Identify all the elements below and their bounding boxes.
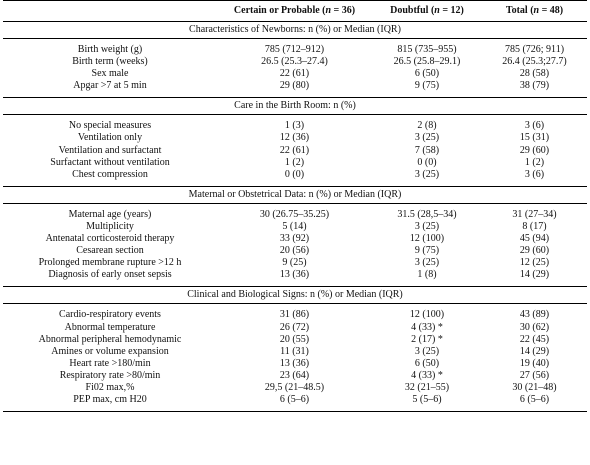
row-label: Maternal age (years) [68,208,152,220]
table-row [3,245,587,257]
row-label: Cardio-respiratory events [59,309,161,321]
cell-doubtful: 5 (5–6) [412,394,442,406]
table-row [3,209,587,221]
cell-total: 15 (31) [519,132,550,144]
section-header-row [3,22,587,39]
table-row [3,44,587,56]
spacer-row [3,406,587,412]
cell-total: 6 (5–6) [519,394,550,406]
table-row [3,322,587,334]
row-label: Prolonged membrane rupture >12 h [38,257,182,269]
cell-total: 29 (60) [519,144,550,156]
cell-doubtful: 2 (8) [417,120,437,132]
cell-total: 12 (25) [519,257,550,269]
header-certain-probable: Certain or Probable (n = 36) [217,1,372,22]
cell-doubtful: 3 (25) [414,257,440,269]
table-row [3,68,587,80]
section-header-row [3,287,587,304]
data-table [3,0,587,412]
cell-doubtful: 3 (25) [414,132,440,144]
cell-doubtful: 32 (21–55) [404,381,450,393]
cell-certain-probable: 30 (26.75–35.25) [259,208,330,220]
table-row [3,346,587,358]
row-label: Heart rate >180/min [69,357,151,369]
cell-total: 38 (79) [519,80,550,92]
cell-doubtful: 9 (75) [414,245,440,257]
header-total: Total (n = 48) [482,1,587,22]
section-body [3,186,587,287]
row-label: Birth term (weeks) [72,56,148,68]
section-title: Characteristics of Newborns: n (%) or Median (IQR) [3,22,587,39]
cell-certain-probable: 22 (61) [279,144,310,156]
row-label: Antenatal corticosteroid therapy [45,233,175,245]
cell-total: 31 (27–34) [512,208,557,220]
cell-total: 19 (40) [519,357,550,369]
cell-doubtful: 1 (8) [417,269,437,281]
cell-doubtful: 3 (25) [414,220,440,232]
cell-total: 30 (62) [519,321,550,333]
row-label: Cesarean section [76,245,144,257]
cell-doubtful: 3 (25) [414,168,440,180]
section-body [3,287,587,412]
row-label: PEP max, cm H20 [73,394,147,406]
cell-certain-probable: 26.5 (25.3–27.4) [261,56,328,68]
row-label: Abnormal peripheral hemodynamic [38,333,182,345]
table-row [3,221,587,233]
cell-doubtful: 4 (33) * [411,321,443,333]
cell-doubtful: 31.5 (28,5–34) [397,208,457,220]
row-label: Chest compression [72,168,148,180]
header-doubtful: Doubtful (n = 12) [372,1,482,22]
cell-doubtful: 9 (75) [414,80,440,92]
section-title: Care in the Birth Room: n (%) [3,98,587,115]
table-row [3,358,587,370]
cell-total: 3 (6) [524,120,545,132]
cell-doubtful: 3 (25) [414,345,440,357]
table-row [3,132,587,144]
table-row [3,382,587,394]
row-label: Birth weight (g) [77,44,143,55]
cell-total: 45 (94) [519,233,550,245]
table-row [3,370,587,382]
table-row [3,233,587,245]
cell-certain-probable: 11 (31) [280,345,309,357]
section-title: Clinical and Biological Signs: n (%) or Median (IQR) [3,287,587,304]
table-row [3,394,587,406]
cell-doubtful: 815 (735–955) [397,44,457,55]
row-label: Abnormal temperature [64,321,156,333]
table-header [3,1,587,22]
section-header-row [3,186,587,203]
section-body [3,22,587,98]
row-label: Fi02 max,% [85,381,135,393]
cell-certain-probable: 13 (36) [279,269,310,281]
cell-certain-probable: 5 (14) [282,220,307,232]
row-label: Amines or volume expansion [51,345,169,357]
row-label: Multiplicity [86,220,134,232]
table-row [3,120,587,132]
table-row [3,334,587,346]
cell-total: 27 (56) [519,369,550,381]
section-body [3,98,587,186]
cell-doubtful: 4 (33) * [411,369,443,381]
section-header-row [3,98,587,115]
cell-total: 26.4 (25.3;27.7) [502,56,567,68]
row-label: Ventilation only [77,132,143,144]
cell-certain-probable: 20 (56) [279,245,310,257]
table-row [3,269,587,281]
cell-total: 785 (726; 911) [504,44,565,55]
cell-total: 29 (60) [519,245,550,257]
cell-certain-probable: 23 (64) [279,369,310,381]
cell-total: 14 (29) [519,269,550,281]
cell-certain-probable: 12 (36) [279,132,310,144]
cell-certain-probable: 6 (5–6) [279,394,310,406]
cell-total: 22 (45) [519,333,550,345]
cell-doubtful: 12 (100) [409,233,445,245]
cell-total: 43 (89) [519,309,550,321]
cell-certain-probable: 1 (2) [284,156,305,168]
cell-certain-probable: 785 (712–912) [264,44,325,55]
cell-certain-probable: 13 (36) [279,357,310,369]
table-row [3,257,587,269]
table-row [3,145,587,157]
cell-certain-probable: 26 (72) [279,321,310,333]
cell-certain-probable: 1 (3) [284,120,305,132]
cell-certain-probable: 29,5 (21–48.5) [264,381,325,393]
cell-certain-probable: 20 (55) [279,333,310,345]
cell-doubtful: 12 (100) [409,309,445,321]
cell-certain-probable: 22 (61) [279,68,310,80]
cell-total: 28 (58) [519,68,550,80]
cell-doubtful: 6 (50) [414,68,440,80]
table-row [3,309,587,321]
cell-certain-probable: 0 (0) [284,168,305,180]
header-row [3,1,587,22]
section-title: Maternal or Obstetrical Data: n (%) or Median (IQR) [3,186,587,203]
table-row [3,169,587,181]
cell-doubtful: 2 (17) * [411,333,443,345]
cell-total: 1 (2) [524,156,545,168]
cell-doubtful: 0 (0) [417,156,437,168]
cell-certain-probable: 29 (80) [279,80,310,92]
row-label: Apgar >7 at 5 min [73,80,147,92]
cell-total: 14 (29) [519,345,550,357]
cell-doubtful: 26.5 (25.8–29.1) [393,56,461,68]
cell-total: 8 (17) [522,220,547,232]
cell-total: 3 (6) [524,168,545,180]
table-row [3,157,587,169]
table-row [3,56,587,68]
header-empty-cell [3,1,217,22]
cell-certain-probable: 33 (92) [279,233,310,245]
table-row [3,80,587,92]
cell-doubtful: 7 (58) [414,144,440,156]
cell-certain-probable: 9 (25) [282,257,307,269]
row-label: Surfactant without ventilation [50,156,170,168]
cell-total: 30 (21–48) [512,381,557,393]
row-label: No special measures [68,120,152,132]
row-label: Sex male [91,68,129,80]
row-label: Ventilation and surfactant [58,144,162,156]
cell-certain-probable: 31 (86) [279,309,310,321]
cell-doubtful: 6 (50) [414,357,440,369]
row-label: Respiratory rate >80/min [59,369,161,381]
row-label: Diagnosis of early onset sepsis [48,269,172,281]
